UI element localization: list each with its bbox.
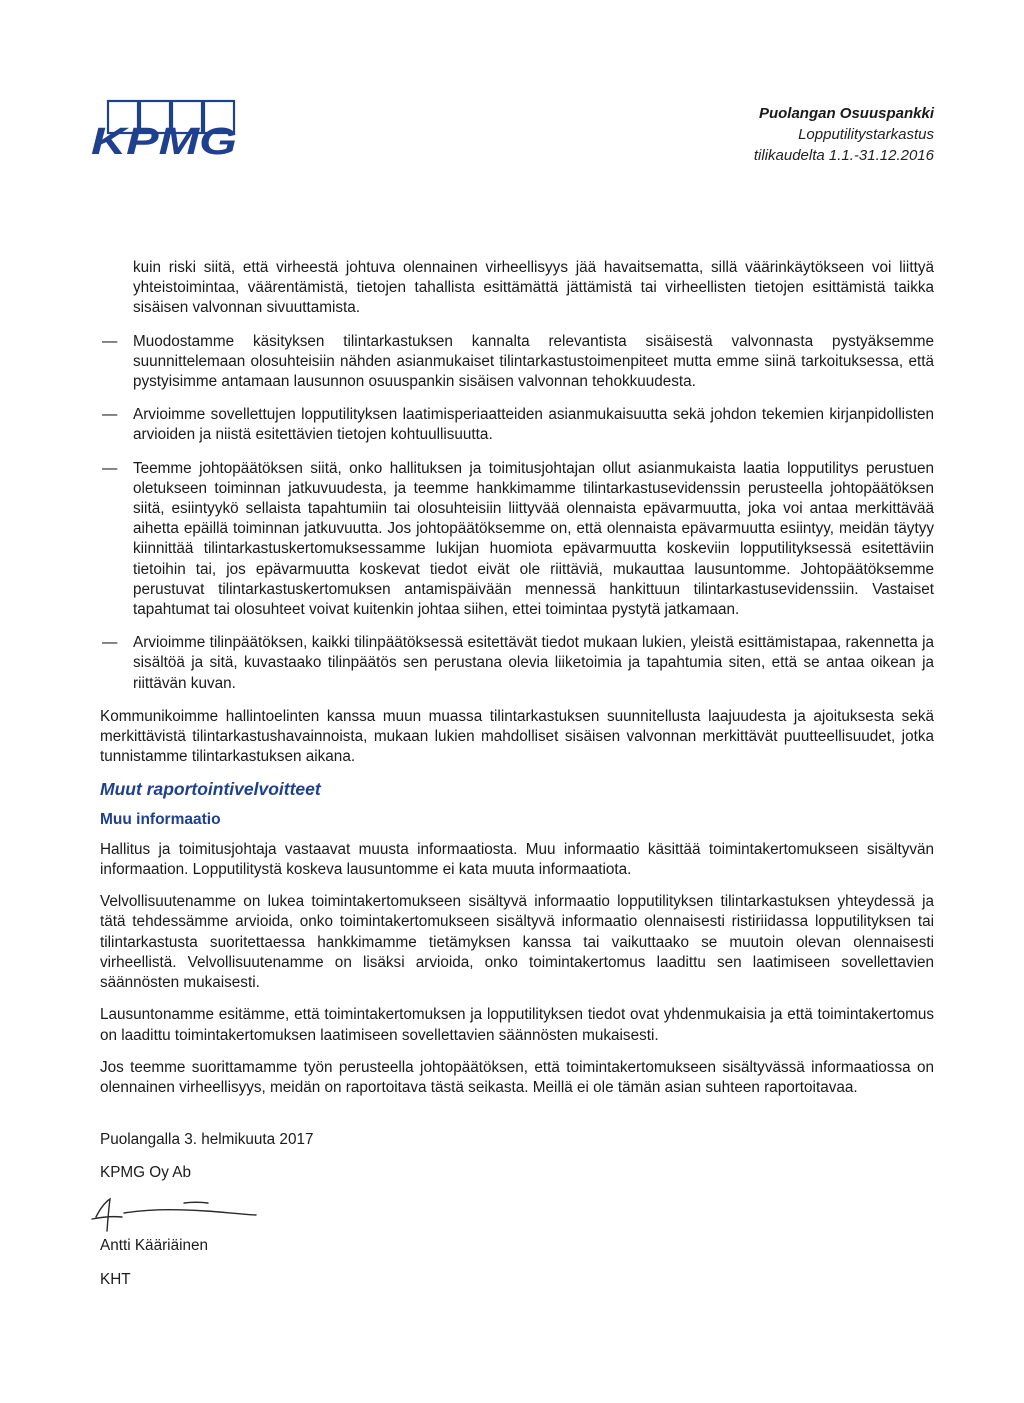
organization-name: Puolangan Osuuspankki xyxy=(758,105,934,122)
signature-block xyxy=(100,1197,934,1288)
dash-bullet: — xyxy=(102,406,118,424)
signer-title: KHT xyxy=(100,1270,131,1288)
procedure-list xyxy=(100,332,934,694)
list-item xyxy=(100,405,934,445)
list-item-text: Arvioimme tilinpäätöksen, kaikki tilinpäätöksessä esitettävät tiedot mukaan lukien, yleistä esittämistapaa, rakennetta ja sisältöä ja sitä, kuvastaako tilinpäätös sen perustana olevia liiketoimia ja tapahtumia siten, että se antaa oikean ja riittävän kuvan. xyxy=(133,634,934,692)
signer xyxy=(100,1235,208,1303)
list-item-text: Teemme johtopäätöksen siitä, onko hallituksen ja toimitusjohtajan ollut asianmukaista laatia lopputilitys perustuen oletukseen toiminnan jatkuvuudesta, ja teemme hankkimamme tilintarkastusevidenssin perusteella johtopäätöksen siitä, esiintyykö sellaista tapahtumiin tai olosuhteisiin liittyvää olennaista epävarmuutta, joka voi antaa merkittävää aihetta epäillä toiminnan jatkuvuutta. Jos johtopäätöksemme on, että olennaista epävarmuutta esiintyy, meidän täytyy kiinnittää tilintarkastuskertomuksessamme lukijan huomiota epävarmuutta koskeviin lopputilityksessä esitettäviin tietoihin tai, jos epävarmuutta koskevat tiedot eivät ole riittäviä, mukauttaa lausuntomme. Johtopäätöksemme perustuvat tilintarkastuskertomuksen antamispäivään mennessä hankittuun tilintarkastusevidenssiin. Vastaiset tapahtumat tai olosuhteet voivat kuitenkin johtaa siihen, ettei toimintaa pystytä jatkamaan. xyxy=(133,459,934,619)
fiscal-period: tilikaudelta 1.1.-31.12.2016 xyxy=(753,147,934,164)
closing-block xyxy=(100,1130,934,1288)
document-header xyxy=(754,103,934,166)
paragraph: Jos teemme suorittamamme työn perusteella johtopäätöksen, että toimintakertomukseen sisältyvässä informaatiossa on olennainen virheellisyys, meidän on raportoitava tästä seikasta. Meillä ei ole tämän asian suhteen raportoitavaa. xyxy=(100,1058,934,1096)
logo-wordmark: KPMG xyxy=(91,121,237,160)
firm-name: KPMG Oy Ab xyxy=(100,1164,191,1182)
document-body xyxy=(100,258,934,1288)
paragraph: Lausuntonamme esitämme, että toimintakertomuksen ja lopputilityksen tiedot ovat yhdenmukaisia ja että toimintakertomus on laadittu toimintakertomuksen laatimiseen sovellettavien säännösten mukaisesti. xyxy=(100,1006,934,1044)
section-heading: Muut raportointivelvoitteet xyxy=(100,779,321,800)
list-item xyxy=(100,633,934,694)
dash-bullet: — xyxy=(102,332,118,350)
dash-bullet: — xyxy=(102,634,118,652)
paragraph: Velvollisuutenamme on lukea toimintakertomukseen sisältyvä informaatio lopputilityksen tilintarkastuksen yhteydessä ja tätä tehdessämme arvioida, onko toimintakertomukseen sisältyvä informaatio olennaisesti ristiriidassa lopputilityksen tai tilintarkastusta suoritettaessa hankkimamme tietämyksen kanssa tai vaikuttaako se muutoin olevan olennaisesti virheellistä. Velvollisuutenamme on lisäksi arvioida, onko toimintakertomus laadittu sen laatimiseen sovellettavien säännösten mukaisesti. xyxy=(100,893,934,992)
document-type: Lopputilitystarkastus xyxy=(798,126,934,143)
list-item xyxy=(100,459,934,621)
handwritten-signature-icon xyxy=(88,1197,268,1237)
paragraph: Hallitus ja toimitusjohtaja vastaavat muusta informaatiosta. Muu informaatio käsittää toimintakertomukseen sisältyvän informaation. Lopputilitystä koskeva lausuntomme ei kata muuta informaatiota. xyxy=(100,840,934,879)
intro-continuation: kuin riski siitä, että virheestä johtuva olennainen virheellisyys jää havaitsematta, sillä väärinkäytökseen voi liittyä yhteistoimintaa, väärentämistä, tietojen tahallista esittämättä jättämistä tai virheellisten tietojen esittämistä taikka sisäisen valvonnan sivuuttamista. xyxy=(133,259,934,317)
list-item-text: Arvioimme sovellettujen lopputilityksen laatimisperiaatteiden asianmukaisuutta sekä johdon tekemien kirjanpidollisten arvioiden ja niistä esitettävien tietojen kohtuullisuutta. xyxy=(133,406,934,444)
kpmg-logo-icon xyxy=(88,98,253,160)
signer-name: Antti Kääriäinen xyxy=(100,1236,208,1254)
list-item-text: Muodostamme käsityksen tilintarkastuksen kannalta relevantista sisäisestä valvonnasta pystyäksemme suunnittelemaan olosuhteisiin nähden asianmukaiset tilintarkastustoimenpiteet mutta emme siinä tarkoituksessa, että pystyisimme antamaan lausunnon osuuspankin sisäisen valvonnan tehokkuudesta. xyxy=(133,332,934,391)
communication-paragraph: Kommunikoimme hallintoelinten kanssa muun muassa tilintarkastuksen suunnitellusta laajuudesta ja ajoituksesta sekä merkittävistä tilintarkastushavainnoista, mukaan lukien mahdolliset sisäisen valvonnan merkittävät puutteellisuudet, jotka tunnistamme tilintarkastuksen aikana. xyxy=(100,707,934,766)
sub-heading: Muu informaatio xyxy=(100,810,221,828)
place-date: Puolangalla 3. helmikuuta 2017 xyxy=(100,1131,314,1149)
list-item xyxy=(100,332,934,393)
dash-bullet: — xyxy=(102,459,118,477)
